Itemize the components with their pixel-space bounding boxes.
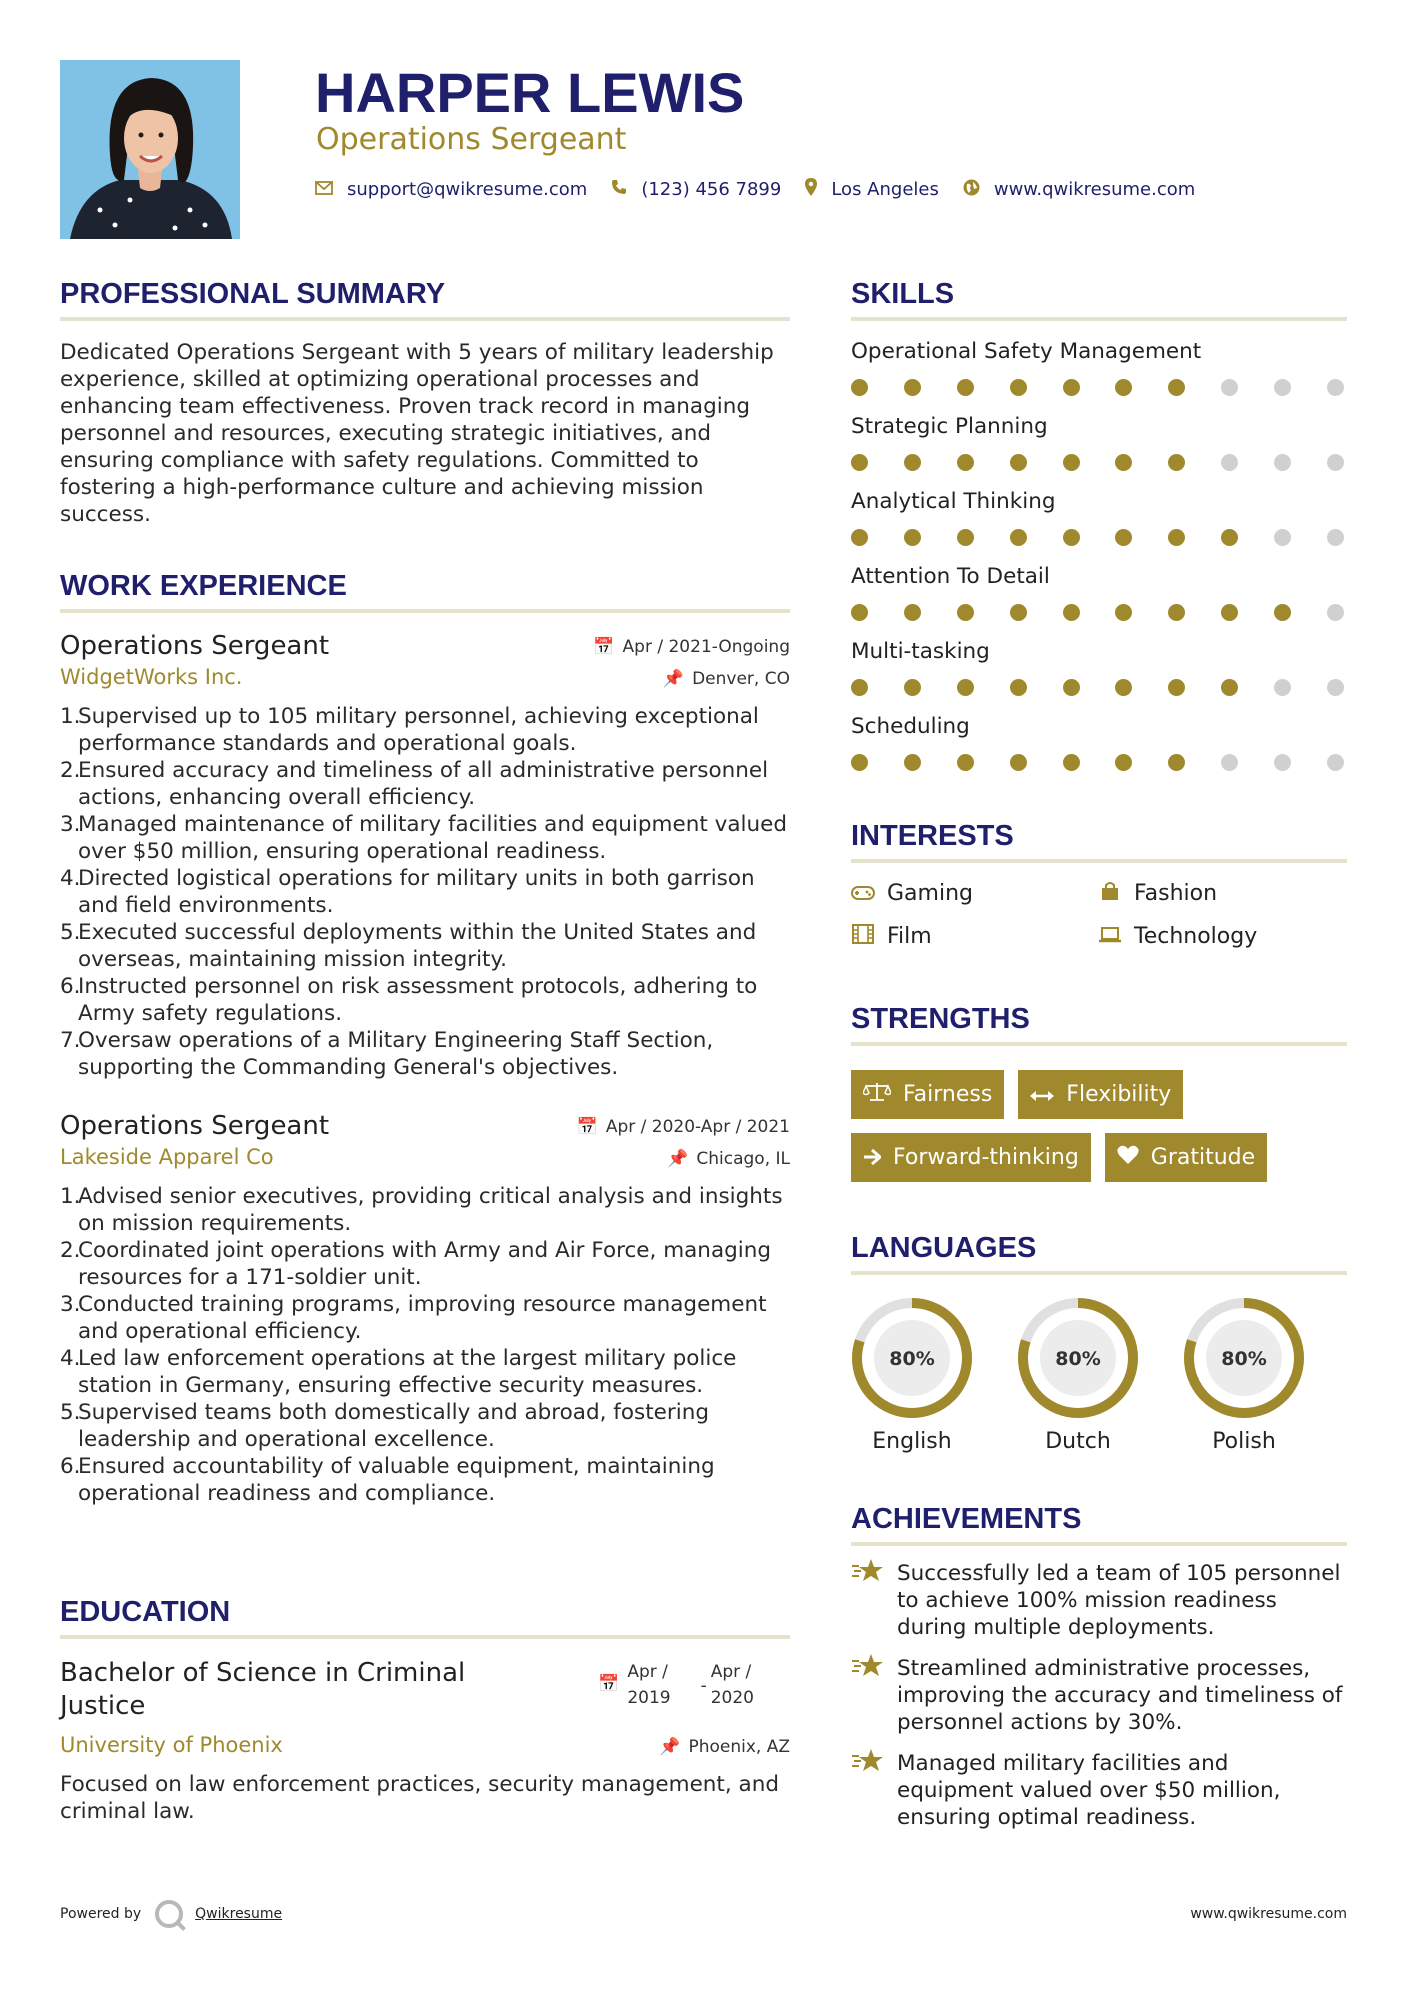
education-location (659, 1737, 790, 1757)
rating-dot-filled (1168, 754, 1185, 771)
skill-name: Strategic Planning (851, 414, 1048, 439)
brand-link[interactable]: Qwikresume (195, 1906, 283, 1922)
language-progress-ring (851, 1297, 973, 1419)
education-location-text: Phoenix, AZ (688, 1737, 790, 1757)
star-icon (851, 1653, 897, 1736)
section-divider (60, 1635, 790, 1639)
skill-name: Multi-tasking (851, 639, 990, 664)
rating-dot-filled (1221, 529, 1238, 546)
education-dates (598, 1659, 790, 1711)
degree-title (60, 1657, 465, 1723)
achievements-heading: ACHIEVEMENTS (851, 1503, 1082, 1535)
rating-dot-filled (957, 604, 974, 621)
job-title: Operations Sergeant (60, 1111, 330, 1141)
section-divider (851, 1542, 1347, 1546)
interests-heading: INTERESTS (851, 820, 1014, 852)
skill-item (851, 564, 1347, 639)
achievement-text: Successfully led a team of 105 personnel to achieve 100% mission readiness during multiple deployments. (897, 1561, 1341, 1640)
duty-item: 6. Ensured accountability of valuable equipment, maintaining operational readiness and compliance. (60, 1454, 715, 1506)
rating-dot-empty (1274, 679, 1291, 696)
footer-website[interactable]: www.qwikresume.com (1190, 1906, 1347, 1922)
rating-dot-filled (1115, 604, 1132, 621)
rating-dot-filled (904, 679, 921, 696)
end-year: 2020 (710, 1688, 754, 1708)
achievement-item (851, 1560, 1347, 1641)
pin-icon: 📌 (659, 1737, 681, 1757)
calendar-icon: 📅 (576, 1117, 598, 1137)
envelope-icon (315, 179, 333, 200)
strength-tag (851, 1070, 1004, 1119)
rating-dot-empty (1221, 754, 1238, 771)
achievement-text: Streamlined administrative processes, improving the accuracy and timeliness of personnel actions by 30%. (897, 1656, 1343, 1735)
skill-rating (851, 604, 1344, 639)
film-icon (851, 924, 875, 949)
education-description: Focused on law enforcement practices, security management, and criminal law. (60, 1772, 779, 1824)
skill-rating (851, 679, 1344, 714)
section-divider (851, 859, 1347, 863)
duty-item: 2. Ensured accuracy and timeliness of all administrative personnel actions, enhancing overall efficiency. (60, 758, 769, 810)
languages-heading: LANGUAGES (851, 1232, 1037, 1264)
achievement-item (851, 1750, 1347, 1831)
language-list (851, 1297, 1347, 1454)
rating-dot-filled (1063, 379, 1080, 396)
rating-dot-filled (904, 754, 921, 771)
strength-label: Fairness (903, 1082, 993, 1107)
powered-by-text: Powered by (60, 1906, 142, 1922)
rating-dot-filled (1115, 529, 1132, 546)
skill-item (851, 714, 1347, 789)
strength-label: Forward-thinking (893, 1145, 1079, 1170)
language-item (1017, 1297, 1139, 1454)
rating-dot-empty (1327, 379, 1344, 396)
interest-label: Fashion (1134, 881, 1218, 906)
education-heading: EDUCATION (60, 1596, 231, 1628)
job-location (663, 669, 790, 689)
interest-label: Technology (1134, 924, 1258, 949)
rating-dot-empty (1274, 379, 1291, 396)
job-location-text: Chicago, IL (696, 1149, 790, 1169)
skill-rating (851, 754, 1344, 789)
star-icon (851, 1558, 897, 1641)
interest-item (851, 881, 1098, 906)
summary-section (60, 278, 790, 528)
job-location-text: Denver, CO (692, 669, 790, 689)
duty-item: 7. Oversaw operations of a Military Engineering Staff Section, supporting the Commanding General's objectives. (60, 1028, 714, 1080)
skill-name: Scheduling (851, 714, 970, 739)
language-name: Polish (1212, 1429, 1276, 1454)
calendar-icon: 📅 (598, 1674, 620, 1694)
arrows-horizontal-icon (1030, 1083, 1054, 1107)
rating-dot-filled (1115, 379, 1132, 396)
strength-tag (1018, 1070, 1183, 1119)
rating-dot-empty (1327, 679, 1344, 696)
language-progress-ring (1017, 1297, 1139, 1419)
duty-item: 5. Executed successful deployments within the United States and overseas, maintaining mission integrity. (60, 920, 757, 972)
rating-dot-filled (1063, 604, 1080, 621)
rating-dot-filled (957, 529, 974, 546)
job-dates (577, 1117, 790, 1137)
company-name: WidgetWorks Inc. (60, 665, 243, 689)
rating-dot-filled (904, 454, 921, 471)
map-marker-icon (805, 178, 817, 201)
pin-icon: 📌 (662, 669, 685, 689)
duty-list (60, 1183, 790, 1507)
language-percent: 80% (1055, 1348, 1101, 1370)
gamepad-icon (851, 882, 875, 906)
degree-line: Justice (60, 1691, 146, 1721)
strength-tag (851, 1133, 1091, 1182)
rating-dot-filled (1168, 454, 1185, 471)
star-icon (851, 1748, 897, 1831)
qwikresume-logo-icon (155, 1900, 183, 1928)
skill-item (851, 639, 1347, 714)
rating-dot-filled (851, 754, 868, 771)
rating-dot-empty (1327, 754, 1344, 771)
section-divider (60, 317, 790, 321)
duty-item: 3. Managed maintenance of military facilities and equipment valued over $50 million, ensuring operational readiness. (60, 812, 787, 864)
skill-rating (851, 454, 1344, 489)
job-dates (593, 637, 790, 657)
date-dash: - (700, 1676, 707, 1696)
calendar-icon: 📅 (593, 637, 615, 657)
interest-item (1098, 924, 1345, 949)
rating-dot-filled (851, 454, 868, 471)
rating-dot-filled (1221, 604, 1238, 621)
language-progress-ring (1183, 1297, 1305, 1419)
achievements-section (851, 1503, 1347, 1831)
strengths-section (851, 1003, 1347, 1182)
rating-dot-filled (1063, 754, 1080, 771)
section-divider (60, 609, 790, 613)
duty-item: 5. Supervised teams both domestically and abroad, fostering leadership and operational excellence. (60, 1400, 709, 1452)
language-percent: 80% (1221, 1348, 1267, 1370)
skill-item (851, 489, 1347, 564)
section-divider (851, 1042, 1347, 1046)
interest-item (1098, 881, 1345, 906)
summary-text: Dedicated Operations Sergeant with 5 years of military leadership experience, skilled at optimizing operational processes and enhancing team effectiveness. Proven track record in managing personnel and resources, executing strategic initiatives, and ensuring compliance with safety regulations. Committed to fostering a high-performance culture and achieving mission success. (60, 340, 774, 527)
skills-list (851, 339, 1347, 789)
skill-item (851, 414, 1347, 489)
contact-location (805, 178, 939, 201)
rating-dot-filled (1168, 679, 1185, 696)
language-name: Dutch (1045, 1429, 1111, 1454)
rating-dot-filled (851, 679, 868, 696)
interests-section (851, 820, 1347, 949)
duty-list (60, 703, 790, 1081)
section-divider (851, 317, 1347, 321)
section-divider (851, 1271, 1347, 1275)
skill-name: Analytical Thinking (851, 489, 1056, 514)
website-text: www.qwikresume.com (993, 179, 1196, 200)
school-name: University of Phoenix (60, 1733, 283, 1757)
skill-item (851, 339, 1347, 414)
degree-line: Bachelor of Science in Criminal (60, 1658, 466, 1688)
rating-dot-filled (1168, 379, 1185, 396)
rating-dot-filled (1010, 679, 1027, 696)
candidate-title: Operations Sergeant (316, 122, 627, 157)
strength-tags (851, 1070, 1347, 1182)
start-year: 2019 (627, 1688, 671, 1708)
rating-dot-empty (1274, 529, 1291, 546)
interest-label: Gaming (887, 881, 973, 906)
skill-rating (851, 379, 1344, 414)
arrow-right-icon (863, 1146, 881, 1170)
rating-dot-filled (1010, 529, 1027, 546)
skill-name: Operational Safety Management (851, 339, 1202, 364)
globe-icon (963, 179, 980, 201)
rating-dot-filled (851, 529, 868, 546)
strength-label: Flexibility (1066, 1082, 1172, 1107)
rating-dot-filled (851, 379, 868, 396)
rating-dot-filled (1221, 679, 1238, 696)
rating-dot-filled (904, 604, 921, 621)
education-section (60, 1596, 790, 1825)
job-dates-text: Apr / 2020-Apr / 2021 (605, 1117, 790, 1137)
duty-item: 1. Advised senior executives, providing critical analysis and insights on mission requirements. (60, 1184, 783, 1236)
experience-section (60, 570, 790, 1507)
end-month: Apr / (710, 1662, 752, 1682)
rating-dot-filled (904, 529, 921, 546)
rating-dot-filled (1274, 604, 1291, 621)
rating-dot-filled (1063, 529, 1080, 546)
candidate-name: HARPER LEWIS (315, 61, 745, 124)
duty-item: 1. Supervised up to 105 military personnel, achieving exceptional performance standards and operational goals. (60, 704, 759, 756)
job-title: Operations Sergeant (60, 631, 330, 661)
skill-name: Attention To Detail (851, 564, 1050, 589)
company-name: Lakeside Apparel Co (60, 1145, 274, 1169)
rating-dot-filled (1063, 454, 1080, 471)
rating-dot-filled (1115, 454, 1132, 471)
rating-dot-empty (1327, 604, 1344, 621)
job-location (667, 1149, 790, 1169)
rating-dot-filled (1010, 604, 1027, 621)
shopping-bag-icon (1098, 881, 1122, 906)
start-month: Apr / (627, 1662, 668, 1682)
duty-item: 2. Coordinated joint operations with Army and Air Force, managing resources for a 171-soldier unit. (60, 1238, 772, 1290)
strengths-heading: STRENGTHS (851, 1003, 1030, 1035)
rating-dot-empty (1327, 454, 1344, 471)
duty-item: 6. Instructed personnel on risk assessment protocols, adhering to Army safety regulations. (60, 974, 758, 1026)
language-item (851, 1297, 973, 1454)
languages-section (851, 1232, 1347, 1454)
achievement-item (851, 1655, 1347, 1736)
job-entry (60, 1111, 790, 1507)
rating-dot-empty (1274, 754, 1291, 771)
heart-icon (1117, 1145, 1139, 1170)
job-entry (60, 631, 790, 1081)
rating-dot-filled (904, 379, 921, 396)
duty-item: 3. Conducted training programs, improving resource management and operational efficiency. (60, 1292, 767, 1344)
rating-dot-filled (1168, 604, 1185, 621)
rating-dot-filled (1010, 754, 1027, 771)
skills-heading: SKILLS (851, 278, 955, 310)
language-name: English (872, 1429, 952, 1454)
duty-item: 4. Directed logistical operations for military units in both garrison and field environments. (60, 866, 755, 918)
strength-tag (1105, 1133, 1267, 1182)
language-percent: 80% (889, 1348, 935, 1370)
rating-dot-filled (957, 679, 974, 696)
phone-icon (611, 179, 627, 200)
language-item (1183, 1297, 1305, 1454)
rating-dot-filled (957, 379, 974, 396)
summary-heading: PROFESSIONAL SUMMARY (60, 278, 446, 310)
interest-label: Film (887, 924, 932, 949)
laptop-icon (1098, 925, 1122, 949)
interest-item (851, 924, 1098, 949)
footer-powered-by (60, 1900, 282, 1928)
phone-text: (123) 456 7899 (641, 179, 782, 200)
rating-dot-empty (1221, 454, 1238, 471)
email-text: support@qwikresume.com (347, 179, 588, 200)
rating-dot-empty (1327, 529, 1344, 546)
skills-section (851, 278, 1347, 789)
rating-dot-empty (1274, 454, 1291, 471)
rating-dot-filled (1115, 679, 1132, 696)
rating-dot-filled (1063, 679, 1080, 696)
location-text: Los Angeles (831, 179, 939, 200)
pin-icon: 📌 (667, 1149, 689, 1169)
strength-label: Gratitude (1150, 1145, 1256, 1170)
rating-dot-filled (1010, 379, 1027, 396)
achievement-text: Managed military facilities and equipment valued over $50 million, ensuring optimal readiness. (897, 1751, 1281, 1830)
profile-photo (60, 60, 240, 239)
skill-rating (851, 529, 1344, 564)
rating-dot-filled (1168, 529, 1185, 546)
rating-dot-empty (1221, 379, 1238, 396)
rating-dot-filled (851, 604, 868, 621)
rating-dot-filled (1115, 754, 1132, 771)
contact-bar (315, 178, 1219, 201)
rating-dot-filled (1010, 454, 1027, 471)
contact-website[interactable] (963, 179, 1195, 201)
balance-scale-icon (863, 1082, 891, 1107)
duty-item: 4. Led law enforcement operations at the largest military police station in Germany, ensuring effective security measures. (60, 1346, 737, 1398)
experience-heading: WORK EXPERIENCE (60, 570, 347, 602)
interests-grid (851, 881, 1347, 949)
contact-phone[interactable] (611, 179, 781, 200)
job-dates-text: Apr / 2021-Ongoing (622, 637, 790, 657)
rating-dot-filled (957, 454, 974, 471)
rating-dot-filled (957, 754, 974, 771)
contact-email[interactable] (315, 179, 587, 200)
